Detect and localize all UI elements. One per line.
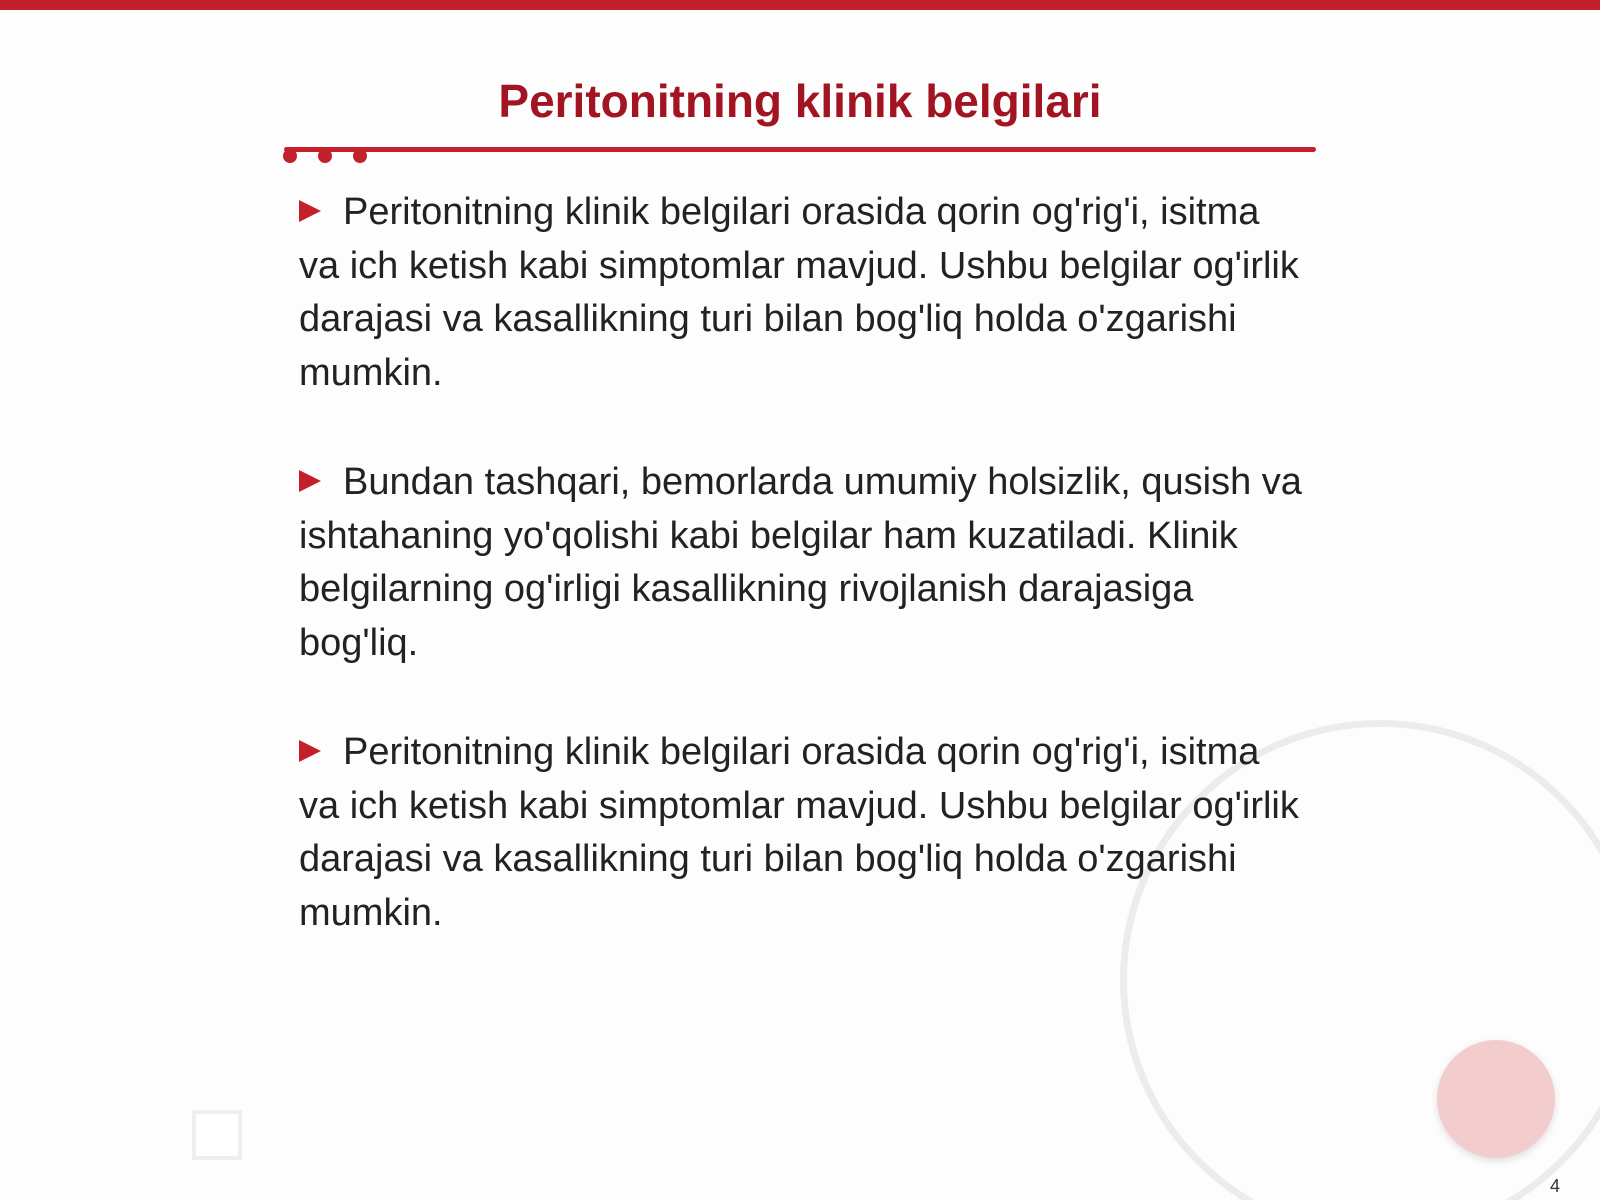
top-accent-bar <box>0 0 1600 10</box>
bullet-text: Bundan tashqari, bemorlarda umumiy holsizlik, qusish va ishtahaning yo'qolishi kabi belgilar ham kuzatiladi. Klinik belgilarning og'irligi kasallikning rivojlanish darajasiga bog'liq. <box>299 461 1302 664</box>
decor-dot <box>283 149 297 163</box>
decor-square <box>192 1110 242 1160</box>
bullet-item <box>299 186 1309 400</box>
bullet-item <box>299 726 1309 940</box>
title-underline <box>284 147 1316 152</box>
bullet-item <box>299 456 1309 670</box>
decor-pink-circle <box>1437 1040 1555 1158</box>
bullet-list <box>299 186 1309 996</box>
bullet-text: Peritonitning klinik belgilari orasida qorin og'rig'i, isitma va ich ketish kabi simptomlar mavjud. Ushbu belgilar og'irlik darajasi va kasallikning turi bilan bog'liq holda o'zgarishi mumkin. <box>299 191 1299 394</box>
decor-dot <box>353 149 367 163</box>
decor-dot <box>318 149 332 163</box>
slide-title: Peritonitning klinik belgilari <box>498 75 1102 127</box>
bullet-text: Peritonitning klinik belgilari orasida qorin og'rig'i, isitma va ich ketish kabi simptomlar mavjud. Ushbu belgilar og'irlik darajasi va kasallikning turi bilan bog'liq holda o'zgarishi mumkin. <box>299 731 1299 934</box>
page-number: 4 <box>1550 1176 1561 1196</box>
triangle-right-icon <box>299 470 321 492</box>
triangle-right-icon <box>299 740 321 762</box>
triangle-right-icon <box>299 200 321 222</box>
